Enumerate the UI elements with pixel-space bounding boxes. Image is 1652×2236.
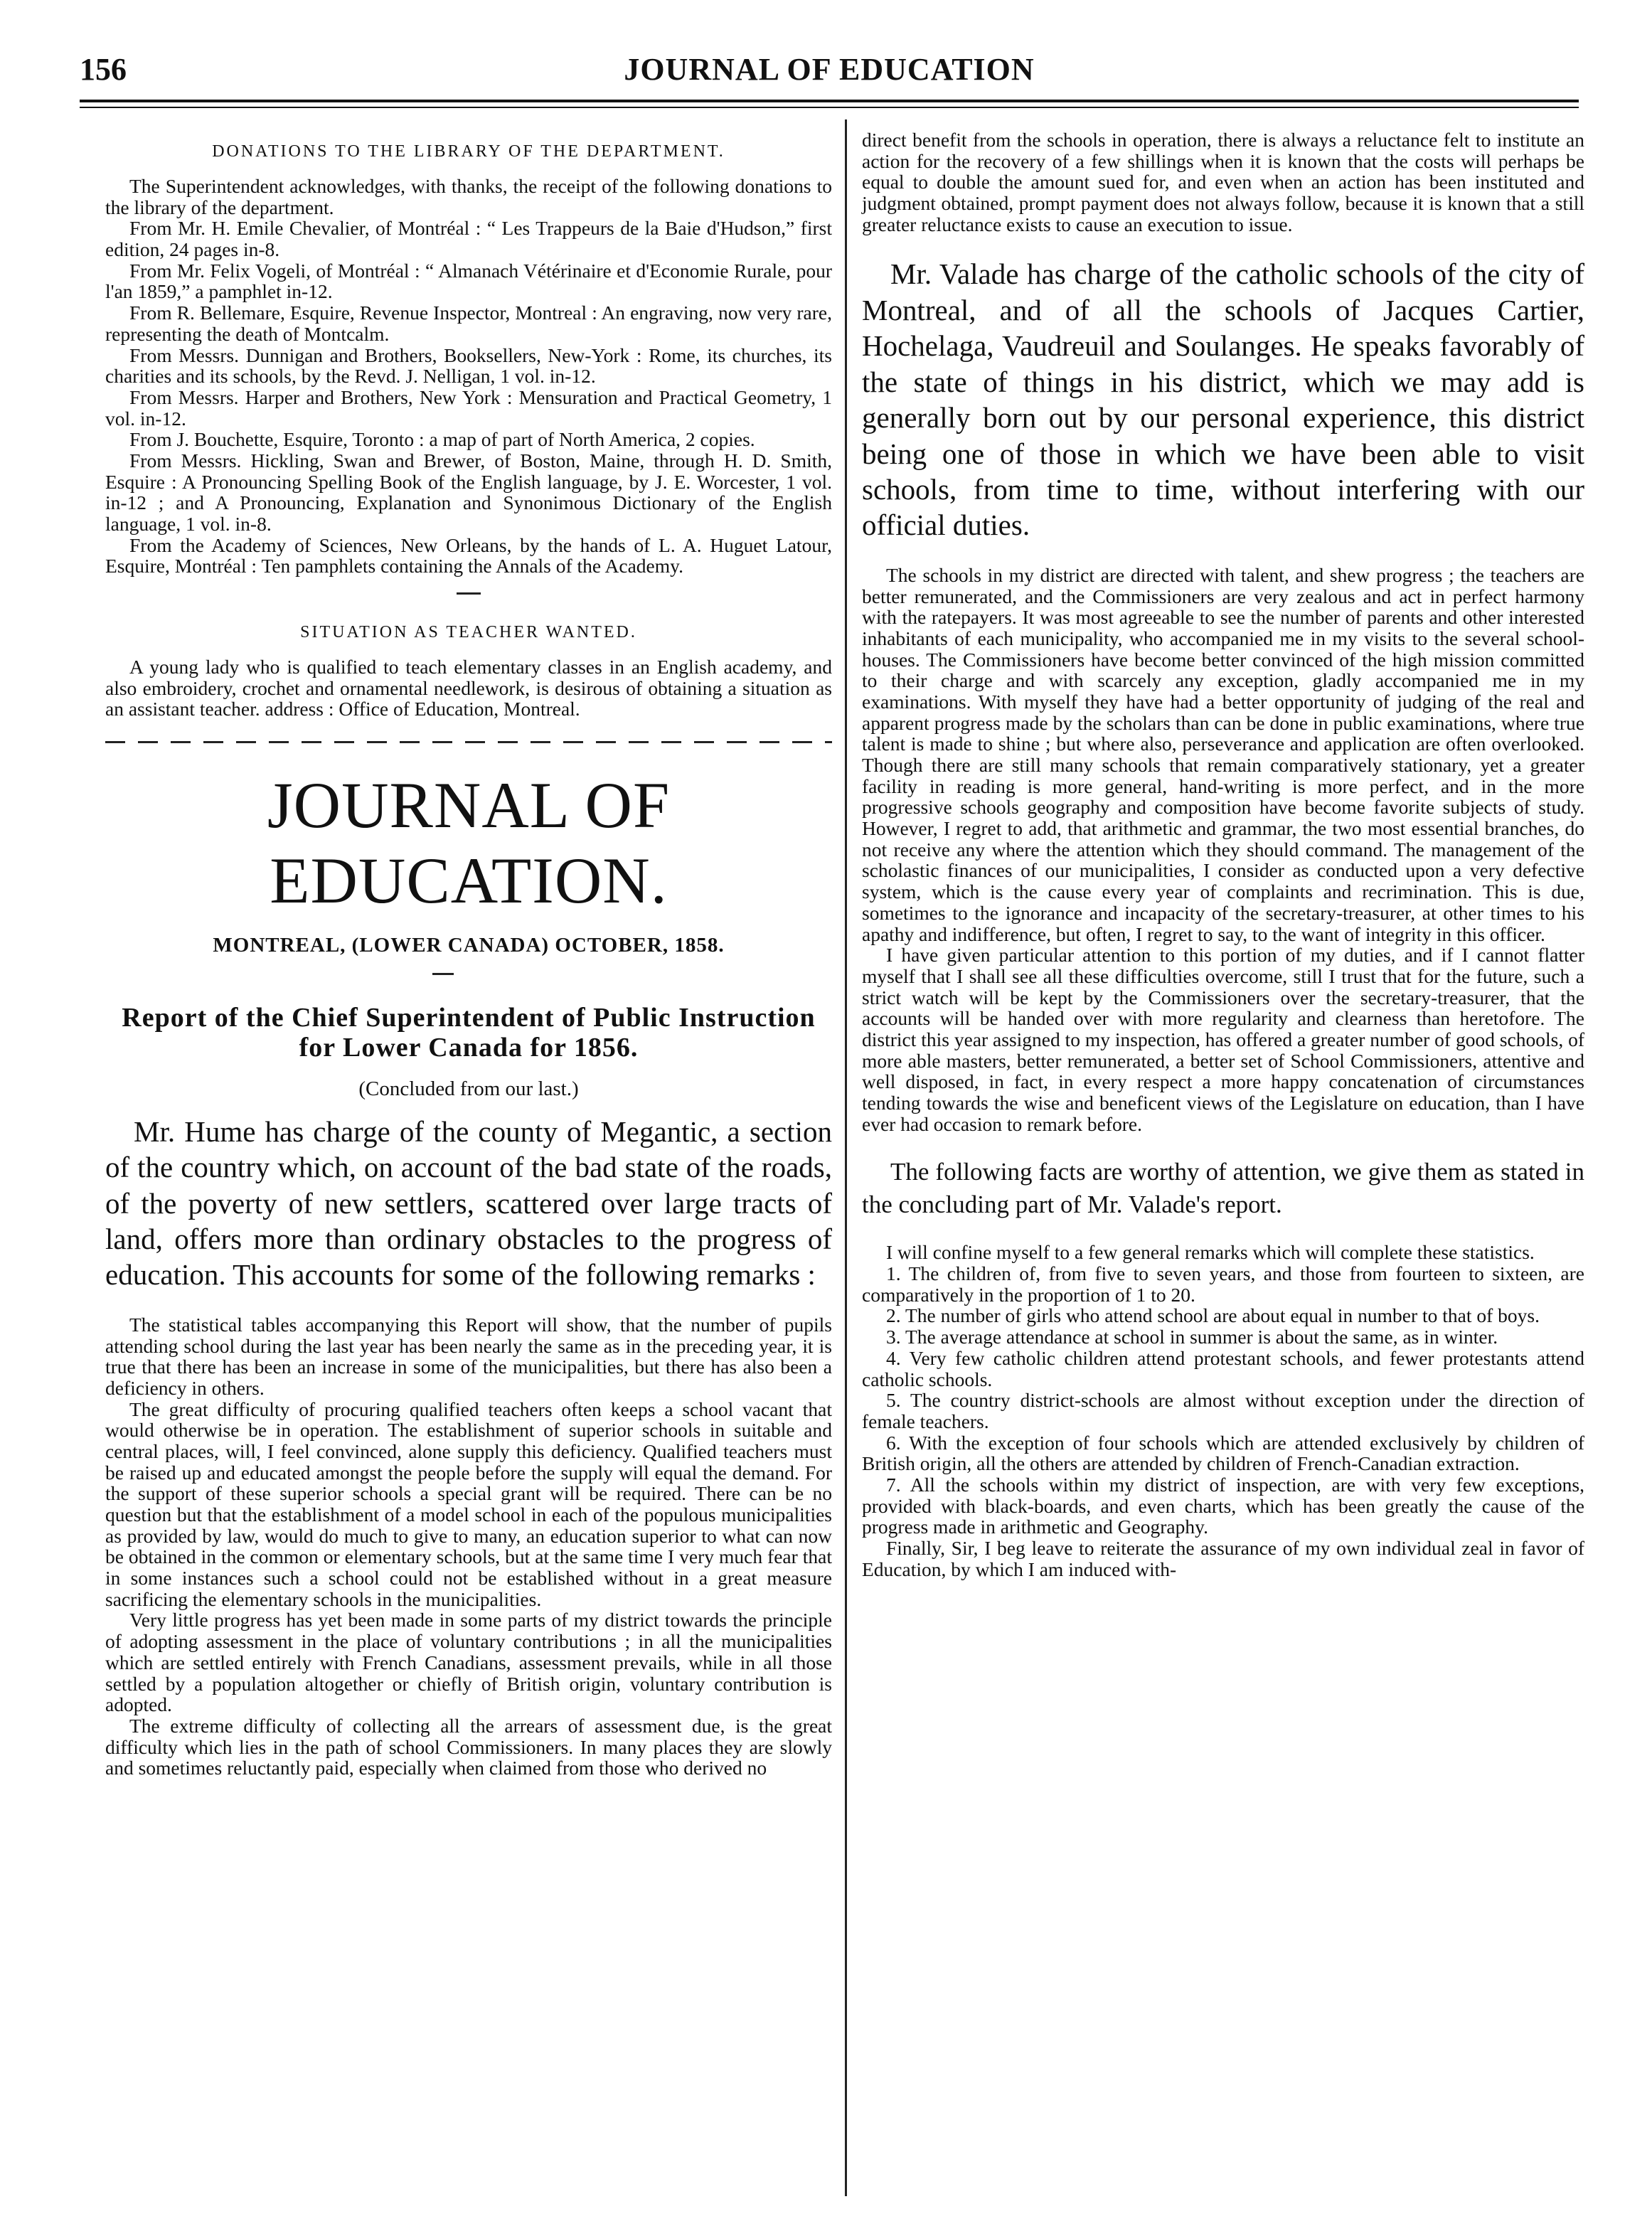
report-paragraph: The extreme difficulty of collecting all the arrears of assessment due, is the great difficulty which lies in the path of school Commissioners. In many places they are slowly and sometimes reluctantly paid, especially when claimed from those who derived no	[105, 1714, 832, 1779]
dateline: MONTREAL, (LOWER CANADA) OCTOBER, 1858.	[213, 934, 725, 957]
facts-intro-text: The following facts are worthy of attention, we give them as stated in the concluding part of Mr. Valade's report.	[862, 1158, 1584, 1218]
donations-heading: DONATIONS TO THE LIBRARY OF THE DEPARTMENT.	[212, 142, 725, 161]
right-column	[862, 129, 1584, 1580]
facts-intro	[862, 1156, 1584, 1220]
report-paragraph: The schools in my district are directed with talent, and shew progress ; the teachers are better remunerated, and the Commissioners are very zealous and act in perfect harmony with the ratepayers. It was most agreeable to see the number of parents and other interested inhabitants of each municipality, who accompanied me in my visits to the several school-houses. The Commissioners have become better convinced of the high mission committed to their charge and with scarcely any exception, gladly accompanied me in my examinations. With myself they have had a better opportunity of judging of the real and apparent progress made by the scholars than can be done in public examinations, where true talent is made to shine ; but where also, perseverance and application are often overlooked. Though there are still many schools that remain comparatively stationary, yet a greater facility in reading is more general, hand-writing is more perfect, and in the more progressive schools geography and composition have become favorite subjects of study. However, I regret to add, that arithmetic and grammar, the two most essential branches, do not receive any where the attention which they should command. The management of the scholastic finances of our municipalities, I consider as conducted upon a very defective system, which is the cause every year of complaints and recrimination. This is due, sometimes to the ignorance and incapacity of the secretary-treasurer, at other times to his apathy and indifference, but often, I regret to say, to the want of integrity in this officer.	[862, 563, 1584, 945]
dateline-rule	[432, 973, 454, 975]
report-title: Report of the Chief Superintendent of Public Instruction for Lower Canada for 1856.	[122, 1003, 816, 1063]
report-paragraph: The great difficulty of procuring qualified teachers often keeps a school vacant that would otherwise be in operation. The establishment of superior schools in suitable and central places, will, I feel convinced, alone supply this deficiency. Qualified teachers must be raised up and educated amongst the people before the supply will equal the demand. For the support of these superior schools a special grant will be required. There can be no question but that the establishment of a model school in each of the populous municipalities as provided by law, would do much to give to many, an education superior to what can now be obtained in the common or elementary schools, but at the same time I very much fear that in some instances such a school could not be established without in a great measure sacrificing the elementary schools in the municipalities.	[105, 1398, 832, 1610]
facts-paragraph: Finally, Sir, I beg leave to reiterate the assurance of my own individual zeal in favor of Education, by which I am induced with-	[862, 1537, 1584, 1580]
hume-intro-text: Mr. Hume has charge of the county of Megantic, a section of the country which, on account of the bad state of the roads, of the poverty of new settlers, scattered over large tracts of land, offers more than ordinary obstacles to the progress of education. This accounts for some of the following remarks :	[105, 1114, 832, 1292]
header-rule	[80, 100, 1579, 102]
facts-list	[862, 1242, 1584, 1580]
donations-paragraph: From Messrs. Harper and Brothers, New York : Mensuration and Practical Geometry, 1 vol. in-12.	[105, 385, 832, 430]
donations-paragraph: From Messrs. Hickling, Swan and Brewer, of Boston, Maine, through H. D. Smith, Esquire : A Pronouncing Spelling Book of the English language, by J. E. Worcester, 1 vol. in-12 ; and A Pronouncing, Explanation and Synonimous Dictionary of the English language, 1 vol. in-8.	[105, 449, 832, 535]
facts-paragraph: 2. The number of girls who attend school are about equal in number to that of boys.	[886, 1304, 1540, 1327]
continuation	[862, 129, 1584, 235]
valade-intro-text: Mr. Valade has charge of the catholic schools of the city of Montreal, and of all the schools of Jacques Cartier, Hochelaga, Vaudreuil and Soulanges. He speaks favorably of the state of things in his district, which we may add is generally born out by our personal experience, this district being one of those in which we have been able to visit schools, from time to time, without interfering with our official duties.	[862, 257, 1584, 542]
running-header	[80, 46, 1579, 95]
masthead-rule	[105, 741, 832, 743]
report-paragraph: I have given particular attention to this portion of my duties, and if I cannot flatter myself that I shall see all these difficulties overcome, still I trust that for the future, such a strict watch will be kept by the Commissioners over the secretary-treasurer, that the accounts will be handed over with more regularity and clearness than heretofore. The district this year assigned to my inspection, has offered a greater number of good schools, of more able masters, better remunerated, a better set of School Commissioners, attentive and well disposed, in fact, in every respect a more happy concatenation of circumstances tending towards the wise and beneficent views of the Legislature on education, than I have ever had occasion to remark before.	[862, 944, 1584, 1135]
facts-paragraph: 4. Very few catholic children attend protestant schools, and fewer protestants attend catholic schools.	[862, 1346, 1584, 1390]
hume-intro	[105, 1114, 832, 1293]
donations-paragraph: The Superintendent acknowledges, with thanks, the receipt of the following donations to the library of the department.	[105, 175, 832, 218]
concluded-note: (Concluded from our last.)	[358, 1077, 579, 1100]
facts-paragraph: 6. With the exception of four schools which are attended exclusively by children of British origin, all the others are attended by children of French-Canadian extraction.	[862, 1431, 1584, 1475]
running-title: JOURNAL OF EDUCATION	[624, 52, 1035, 87]
section-rule	[457, 592, 481, 595]
facts-paragraph: 3. The average attendance at school in summer is about the same, as in winter.	[886, 1326, 1498, 1348]
page-number: 156	[80, 52, 127, 87]
situation-heading: SITUATION AS TEACHER WANTED.	[300, 623, 637, 642]
donations-paragraph: From the Academy of Sciences, New Orleans, by the hands of L. A. Huguet Latour, Esquire, Montréal : Ten pamphlets containing the Annals of the Academy.	[105, 533, 832, 577]
facts-paragraph: 5. The country district-schools are almost without exception under the direction of female teachers.	[862, 1389, 1584, 1432]
facts-paragraph: 1. The children of, from five to seven years, and those from fourteen to sixteen, are comparatively in the proportion of 1 to 20.	[862, 1262, 1584, 1306]
column-divider	[845, 119, 847, 2196]
hume-report	[105, 1314, 832, 1779]
valade-report	[862, 565, 1584, 1135]
donations-list	[105, 176, 832, 577]
continuation-text: direct benefit from the schools in operation, there is always a reluctance felt to institute an action for the recovery of a few shillings when it is known that the costs will perhaps be equal to double the amount sued for, and even when an action has been instituted and judgment obtained, prompt payment does not always follow, because it is known that a still greater reluctance exists to cause an execution to issue.	[862, 129, 1584, 235]
left-column	[105, 129, 832, 1779]
valade-intro	[862, 256, 1584, 543]
masthead-title: JOURNAL OF EDUCATION.	[267, 769, 671, 917]
donations-paragraph: From Mr. H. Emile Chevalier, of Montréal : “ Les Trappeurs de la Baie d'Hudson,” first edition, 24 pages in-8.	[105, 217, 832, 261]
donations-paragraph: From Messrs. Dunnigan and Brothers, Booksellers, New-York : Rome, its churches, its charities and its schools, by the Revd. J. Nelligan, 1 vol. in-12.	[105, 344, 832, 388]
donations-paragraph: From R. Bellemare, Esquire, Revenue Inspector, Montreal : An engraving, now very rare, representing the death of Montcalm.	[105, 302, 832, 345]
situation-notice	[105, 656, 832, 720]
facts-paragraph: I will confine myself to a few general remarks which will complete these statistics.	[886, 1241, 1535, 1264]
donations-paragraph: From Mr. Felix Vogeli, of Montréal : “ Almanach Vétérinaire et d'Economie Rurale, pour l'an 1859,” a pamphlet in-12.	[105, 259, 832, 303]
report-paragraph: Very little progress has yet been made in some parts of my district towards the principle of adopting assessment in the place of voluntary contributions ; in all the municipalities which are settled entirely with French Canadians, assessment prevails, while in all those settled by a population altogether or chiefly of British origin, voluntary contribution is adopted.	[105, 1609, 832, 1716]
donations-paragraph: From J. Bouchette, Esquire, Toronto : a map of part of North America, 2 copies.	[129, 428, 755, 451]
header-rule-thin	[80, 107, 1579, 108]
facts-paragraph: 7. All the schools within my district of inspection, are with very few exceptions, provided with black-boards, and even charts, which has been greatly the cause of the progress made in arithmetic and Geography.	[862, 1473, 1584, 1538]
situation-text: A young lady who is qualified to teach elementary classes in an English academy, and also embroidery, crochet and ornamental needlework, is desirous of obtaining a situation as an assistant teacher. address : Office of Education, Montreal.	[105, 656, 832, 720]
report-paragraph: The statistical tables accompanying this Report will show, that the number of pupils attending school during the last year has been nearly the same as in the preceding year, it is true that there has been an increase in some of the municipalities, but there has also been a deficiency in others.	[105, 1313, 832, 1399]
